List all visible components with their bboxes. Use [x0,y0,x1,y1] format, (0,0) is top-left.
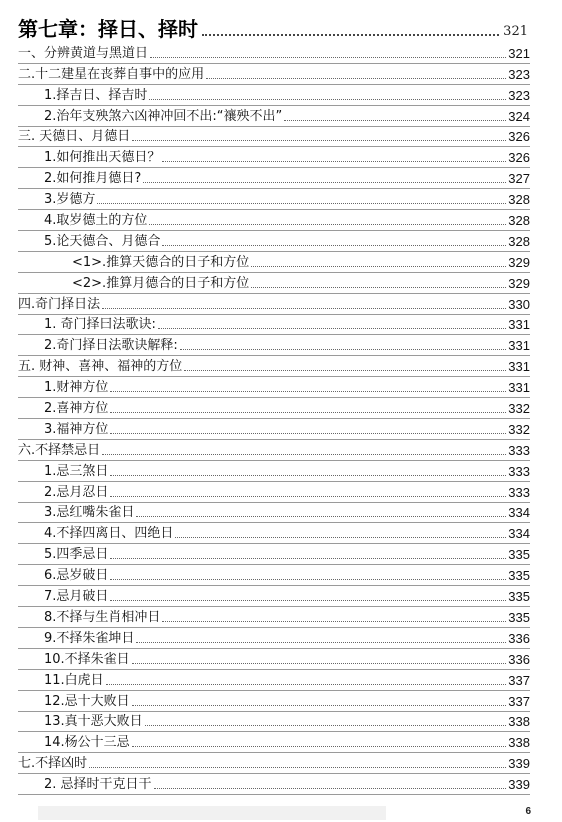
toc-entry[interactable] [18,85,530,106]
dot-leader [132,705,507,706]
toc-entry[interactable] [18,607,530,628]
toc-entry-page: 321 [508,45,530,61]
toc-entry-page: 332 [508,421,530,437]
dot-leader [97,203,506,204]
footer-band [38,806,386,820]
dot-leader [132,140,506,141]
toc-entry-page: 336 [508,651,530,667]
toc-entry-title: 1.忌三煞日 [44,463,109,479]
dot-leader [251,287,506,288]
toc-entry-title: 2.奇门择日法歌诀解释: [44,338,178,354]
chapter-dot-leader [202,34,499,36]
dot-leader [110,496,506,497]
toc-entry-page: 337 [508,672,530,688]
toc-entry[interactable] [18,712,530,733]
toc-entry[interactable] [18,753,530,774]
toc-entry[interactable] [18,565,530,586]
toc-entry-page: 337 [508,693,530,709]
toc-entry-title: 3.岁德方 [44,192,96,208]
dot-leader [143,182,506,183]
toc-entry-page: 328 [508,233,530,249]
toc-entry[interactable] [18,628,530,649]
toc-entry-title: 5.论天德合、月德合 [44,233,161,249]
toc-entry-title: 2.如何推月德日? [44,171,142,187]
toc-entry-title: 12.忌十大败日 [44,693,130,709]
toc-entry-title: 1.财神方位 [44,380,109,396]
toc-entry[interactable] [18,231,530,252]
toc-entry-page: 335 [508,568,530,584]
toc-entry[interactable] [18,315,530,336]
dot-leader [110,579,506,580]
toc-entry[interactable] [18,670,530,691]
toc-entry[interactable] [18,544,530,565]
toc-entry-page: 333 [508,463,530,479]
toc-entry-page: 333 [508,442,530,458]
toc-entry-page: 327 [508,171,530,187]
toc-entry[interactable] [18,586,530,607]
toc-entry-page: 339 [508,777,530,793]
dot-leader [102,454,506,455]
dot-leader [149,99,506,100]
dot-leader [180,349,507,350]
chapter-title: 第七章：择日、择时 [18,17,198,41]
dot-leader [206,78,506,79]
toc-entry-page: 323 [508,66,530,82]
toc-entry[interactable] [18,732,530,753]
toc-entry-title: <1>.推算天德合的日子和方位 [72,254,250,270]
dot-leader [162,245,506,246]
toc-entry[interactable] [18,210,530,231]
toc-entry-title: 1.择吉日、择吉时 [44,87,148,103]
toc-entry-page: 334 [508,526,530,542]
dot-leader [110,475,506,476]
toc-entry-title: 2.忌月忍日 [44,484,109,500]
dot-leader [106,684,507,685]
toc-entry-title: 一、分辨黄道与黑道日 [18,45,149,61]
toc-entry-page: 323 [508,87,530,103]
toc-entry[interactable] [18,189,530,210]
toc-entry-page: 335 [508,589,530,605]
toc-entry-page: 330 [508,296,530,312]
toc-entry-title: 4.取岁德土的方位 [44,213,148,229]
toc-entry[interactable] [18,147,530,168]
dot-leader [110,558,506,559]
toc-entry-title: 2.治年支殃煞六凶神冲回不出:“禳殃不出” [44,108,283,124]
dot-leader [89,767,506,768]
toc-entry-title: 8.不择与生肖相冲日 [44,609,161,625]
dot-leader [110,391,506,392]
toc-entry-title: 4.不择四离日、四绝日 [44,526,174,542]
toc-entry-page: 326 [508,129,530,145]
toc-entry-title: <2>.推算月德合的日子和方位 [72,275,250,291]
toc-entry-page: 328 [508,213,530,229]
toc-entry-page: 331 [508,317,530,333]
dot-leader [149,224,506,225]
dot-leader [136,516,506,517]
toc-entry-title: 2. 忌择时干克日干 [44,777,152,793]
toc-entry-page: 329 [508,275,530,291]
toc-entry[interactable] [18,482,530,503]
toc-entry-title: 七.不择凶时 [18,756,88,772]
chapter-page-number: 321 [503,24,528,39]
toc-entry-page: 326 [508,150,530,166]
toc-entry-page: 328 [508,192,530,208]
toc-entry[interactable] [18,273,530,294]
toc-entry-title: 三. 天德日、月德日 [18,129,131,145]
toc-entry-title: 3.福神方位 [44,421,109,437]
dot-leader [162,161,506,162]
table-of-contents [18,43,530,795]
toc-entry-page: 335 [508,609,530,625]
toc-entry[interactable] [18,64,530,85]
toc-entry-page: 334 [508,505,530,521]
toc-entry[interactable] [18,127,530,148]
toc-entry-page: 339 [508,756,530,772]
toc-entry[interactable] [18,335,530,356]
toc-entry[interactable] [18,356,530,377]
toc-entry-page: 335 [508,547,530,563]
toc-entry[interactable] [18,377,530,398]
toc-entry-page: 336 [508,630,530,646]
dot-leader [150,57,506,58]
toc-entry-page: 338 [508,714,530,730]
toc-entry[interactable] [18,774,530,795]
toc-entry-title: 5.四季忌日 [44,547,109,563]
toc-entry[interactable] [18,106,530,127]
toc-entry-title: 二.十二建星在丧葬自事中的应用 [18,66,205,82]
dot-leader [162,621,506,622]
dot-leader [110,412,506,413]
toc-entry-page: 332 [508,401,530,417]
toc-entry-page: 338 [508,735,530,751]
dot-leader [175,537,506,538]
toc-entry-page: 331 [508,338,530,354]
toc-entry-page: 329 [508,254,530,270]
page-number: 6 [525,806,531,817]
toc-entry-title: 3.忌红嘴朱雀日 [44,505,135,521]
toc-entry[interactable] [18,523,530,544]
toc-entry[interactable] [18,168,530,189]
toc-entry[interactable] [18,440,530,461]
toc-entry-title: 7.忌月破日 [44,589,109,605]
dot-leader [154,788,507,789]
toc-entry-title: 14.杨公十三忌 [44,735,130,751]
dot-leader [132,746,507,747]
dot-leader [132,663,507,664]
dot-leader [184,370,506,371]
dot-leader [102,308,506,309]
chapter-heading [18,8,528,42]
toc-entry-title: 11.白虎日 [44,672,104,688]
toc-entry-title: 1. 奇门择曰法歌诀: [44,317,156,333]
toc-entry[interactable] [18,252,530,273]
toc-entry[interactable] [18,461,530,482]
toc-entry-title: 10.不择朱雀日 [44,651,130,667]
dot-leader [158,328,506,329]
dot-leader [145,725,507,726]
toc-entry-page: 324 [508,108,530,124]
toc-entry[interactable] [18,419,530,440]
toc-entry[interactable] [18,503,530,524]
dot-leader [251,266,506,267]
toc-entry-title: 六.不择禁忌日 [18,442,101,458]
toc-entry[interactable] [18,398,530,419]
toc-entry-page: 331 [508,380,530,396]
toc-entry[interactable] [18,43,530,64]
toc-entry-title: 13.真十恶大败日 [44,714,143,730]
dot-leader [136,642,506,643]
toc-entry-title: 1.如何推出天德日？ [44,150,161,166]
toc-entry-page: 333 [508,484,530,500]
toc-entry-title: 6.忌岁破日 [44,568,109,584]
toc-entry[interactable] [18,294,530,315]
dot-leader [284,120,506,121]
dot-leader [110,433,506,434]
toc-entry-title: 2.喜神方位 [44,401,109,417]
toc-entry[interactable] [18,649,530,670]
toc-entry-title: 9.不择朱雀坤日 [44,630,135,646]
dot-leader [110,600,506,601]
toc-entry[interactable] [18,691,530,712]
toc-entry-page: 331 [508,359,530,375]
toc-entry-title: 四.奇门择日法 [18,296,101,312]
toc-entry-title: 五. 财神、喜神、福神的方位 [18,359,183,375]
